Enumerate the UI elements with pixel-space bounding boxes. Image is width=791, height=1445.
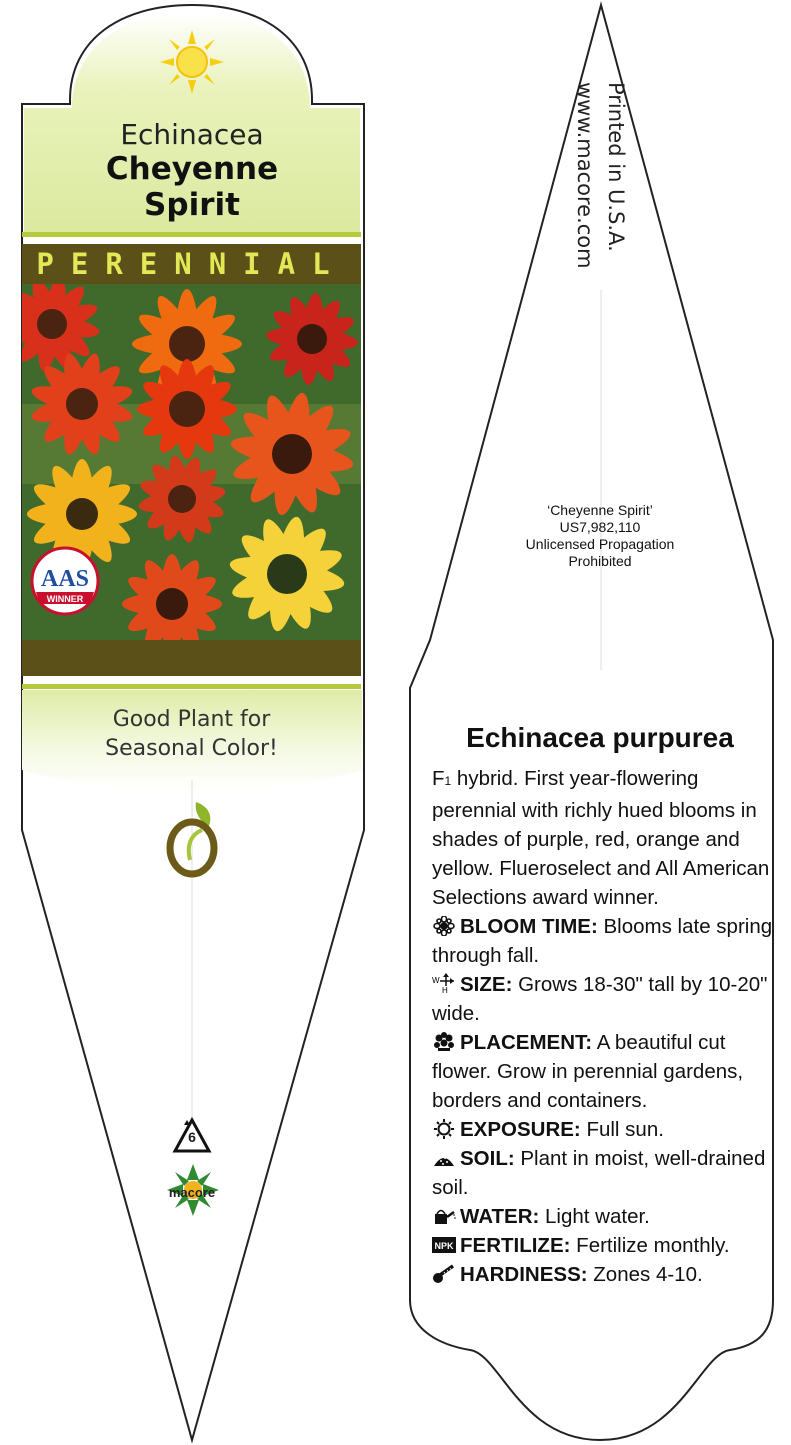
svg-text:NPK: NPK xyxy=(434,1241,454,1251)
cultivar-line-1: Cheyenne xyxy=(105,151,279,187)
sun-icon xyxy=(160,30,224,94)
care-item-placement: PLACEMENT: A beautiful cut flower. Grow in perennial gardens, borders and containers. xyxy=(432,1031,744,1112)
printed-in: Printed in U.S.A. xyxy=(604,82,628,252)
care-item-water: WATER: Light water. xyxy=(432,1202,777,1231)
care-item-soil: SOIL: Plant in moist, well-drained soil. xyxy=(432,1147,766,1199)
care-instructions xyxy=(432,764,777,1289)
brand-name: macore xyxy=(168,1185,216,1200)
bloom-icon xyxy=(432,915,456,935)
patent-line: ‘Cheyenne Spirit’ xyxy=(547,502,653,518)
svg-text:W: W xyxy=(432,976,440,985)
tagline-line-2: Seasonal Color! xyxy=(105,736,278,761)
placement-icon xyxy=(432,1031,456,1051)
species-name: Echinacea purpurea xyxy=(466,722,734,753)
npk-icon xyxy=(432,1234,456,1254)
sun-icon xyxy=(432,1118,456,1138)
recycle-number: 6 xyxy=(188,1129,196,1145)
care-item-exposure: EXPOSURE: Full sun. xyxy=(432,1115,777,1144)
patent-line: US7,982,110 xyxy=(559,519,641,535)
care-item-hardiness: HARDINESS: Zones 4-10. xyxy=(432,1260,777,1289)
cultivar-line-2: Spirit xyxy=(144,187,240,223)
photo-footer-bar xyxy=(22,640,361,676)
aas-ribbon-text: WINNER xyxy=(46,594,84,604)
leaf-logo-icon xyxy=(162,800,222,878)
patent-line: Unlicensed Propagation xyxy=(525,536,675,552)
care-item-bloom: BLOOM TIME: Blooms late spring through fall. xyxy=(432,915,773,967)
care-item-size: W H SIZE: Grows 18-30" tall by 10-20" wide. xyxy=(432,973,768,1025)
website: www.macore.com xyxy=(573,82,597,269)
aas-winner-badge xyxy=(30,546,100,616)
plant-genus: Echinacea xyxy=(120,118,264,151)
description: F1 hybrid. First year-flowering perennial with richly hued blooms in shades of purple, red, orange and yellow. Flueroselect and All American Selections award winner. xyxy=(432,767,770,909)
soil-icon xyxy=(432,1147,456,1167)
divider-line-lower xyxy=(22,684,361,689)
svg-text:H: H xyxy=(442,986,448,994)
aas-text: AAS xyxy=(40,566,90,592)
watering-can-icon xyxy=(432,1205,456,1225)
patent-line: Prohibited xyxy=(568,553,632,569)
thermometer-icon xyxy=(432,1263,456,1283)
tagline-line-1: Good Plant for xyxy=(112,707,271,732)
divider-line xyxy=(22,232,361,237)
care-item-fertilize: NPK FERTILIZE: Fertilize monthly. xyxy=(432,1231,777,1260)
size-icon xyxy=(432,972,456,992)
category-banner: PERENNIAL xyxy=(22,244,361,284)
patent-notice xyxy=(480,502,720,570)
tagline xyxy=(22,705,361,763)
recycle-icon xyxy=(172,1117,212,1157)
